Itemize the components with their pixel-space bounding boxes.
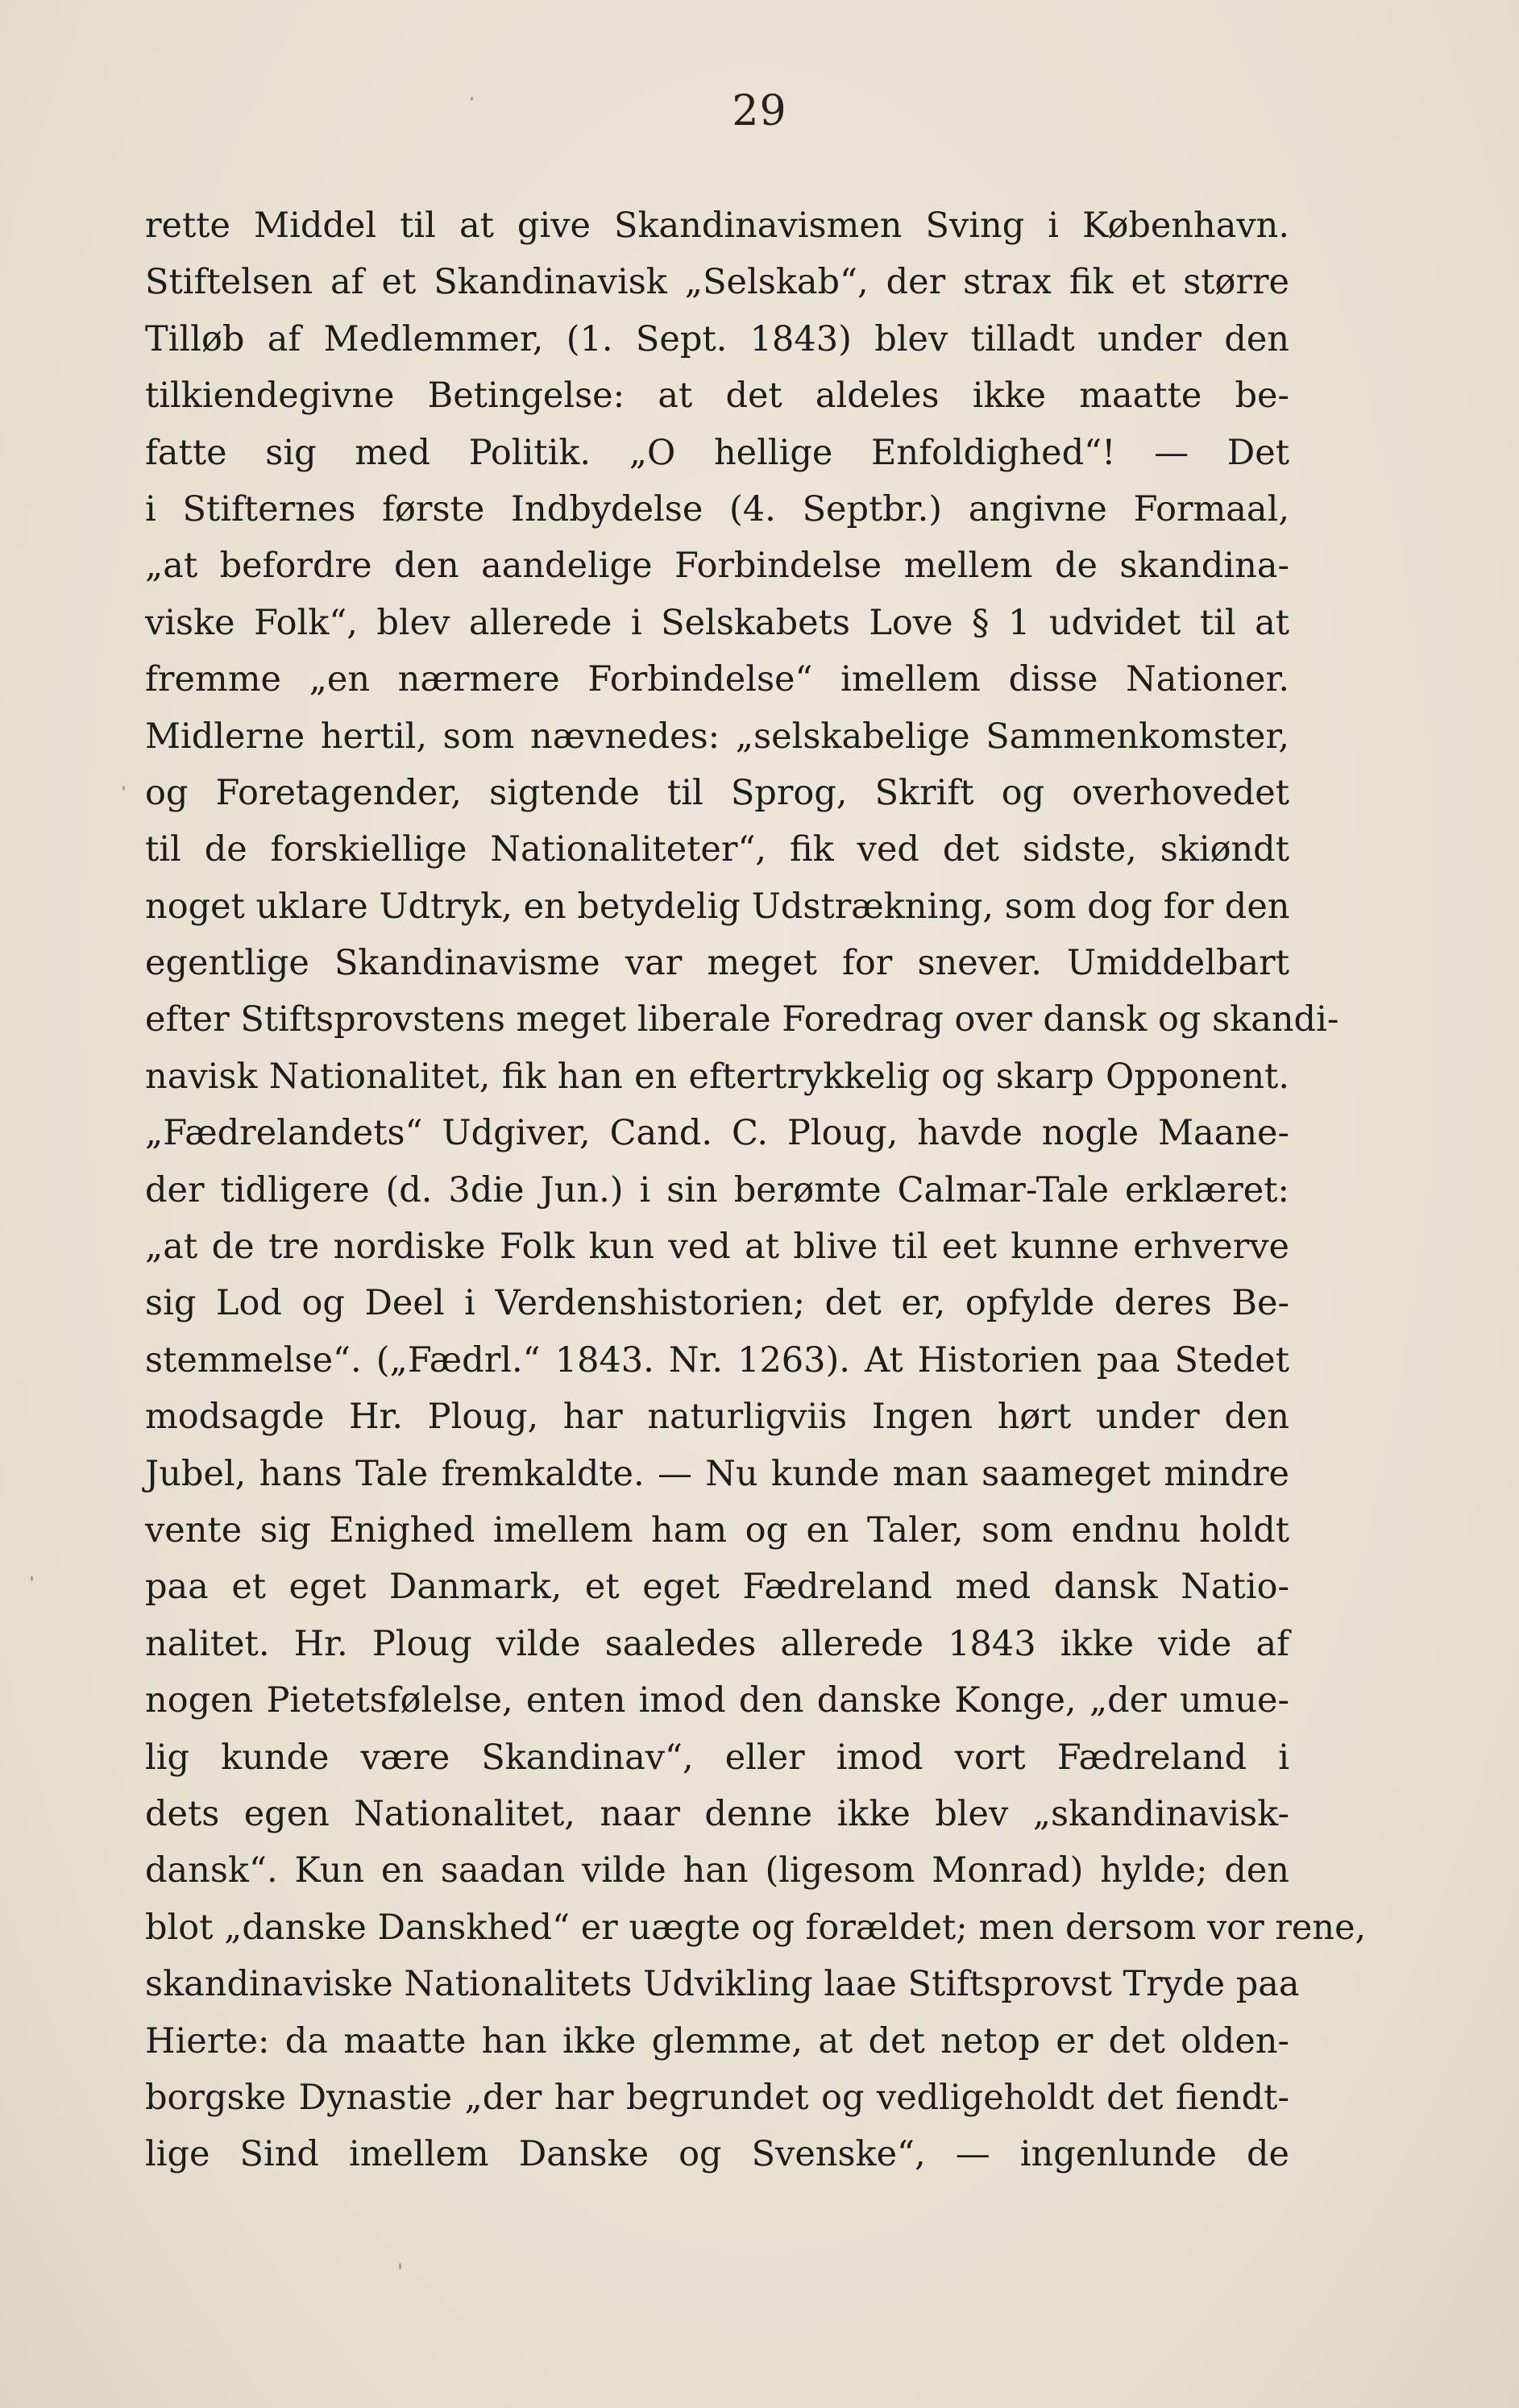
text-line: modsagde Hr. Ploug, har naturligviis Ingen hørt under den: [145, 1397, 1289, 1438]
text-line: dets egen Nationalitet, naar denne ikke blev „skandinavisk-: [145, 1793, 1289, 1834]
text-line: fremme „en nærmere Forbindelse“ imellem disse Nationer.: [145, 659, 1289, 700]
text-line: stemmelse“. („Fædrl.“ 1843. Nr. 1263). At Historien paa Stedet: [145, 1339, 1289, 1380]
text-line: i Stifternes første Indbydelse (4. Septbr.) angivne Formaal,: [145, 488, 1289, 529]
text-line: borgske Dynastie „der har begrundet og vedligeholdt det fiendt-: [145, 2077, 1289, 2118]
text-line: lig kunde være Skandinav“, eller imod vort Fædreland i: [145, 1737, 1289, 1778]
text-line: noget uklare Udtryk, en betydelig Udstrækning, som dog for den: [145, 886, 1290, 927]
text-line: vente sig Enighed imellem ham og en Taler, som endnu holdt: [145, 1509, 1289, 1551]
paper-speck: [122, 786, 125, 791]
paper-speck: [471, 97, 473, 101]
body-text: [145, 197, 1367, 2183]
text-line: til de forskiellige Nationaliteter“, fik ved det sidste, skiøndt: [145, 829, 1289, 870]
text-line: Hierte: da maatte han ikke glemme, at det netop er det olden-: [145, 2020, 1289, 2061]
text-line: „at de tre nordiske Folk kun ved at blive til eet kunne erhverve: [145, 1227, 1289, 1268]
text-line: og Foretagender, sigtende til Sprog, Skrift og overhovedet: [145, 772, 1289, 813]
page-number: 29: [732, 87, 787, 135]
text-line: navisk Nationalitet, fik han en eftertrykkelig og skarp Opponent.: [145, 1056, 1289, 1097]
text-line: viske Folk“, blev allerede i Selskabets Love § 1 udvidet til at: [145, 602, 1289, 643]
text-line: Midlerne hertil, som nævnedes: „selskabelige Sammenkomster,: [145, 716, 1289, 757]
text-line: nalitet. Hr. Ploug vilde saaledes allerede 1843 ikke vide af: [145, 1623, 1289, 1664]
paper-speck: [31, 1576, 33, 1581]
text-line: tilkiendegivne Betingelse: at det aldeles ikke maatte be-: [145, 376, 1289, 417]
text-line: dansk“. Kun en saadan vilde han (ligesom Monrad) hylde; den: [145, 1850, 1289, 1891]
text-line: efter Stiftsprovstens meget liberale Foredrag over dansk og skandi-: [145, 999, 1339, 1040]
text-line: lige Sind imellem Danske og Svenske“, — ingenlunde de: [145, 2134, 1289, 2175]
text-line: Stiftelsen af et Skandinavisk „Selskab“, der strax fik et større: [145, 262, 1289, 303]
text-line: rette Middel til at give Skandinavismen Sving i København.: [145, 206, 1289, 246]
text-line: der tidligere (d. 3die Jun.) i sin berømte Calmar-Tale erklæret:: [145, 1169, 1289, 1210]
text-line: „at befordre den aandelige Forbindelse mellem de skandina-: [145, 546, 1289, 587]
text-line: skandinaviske Nationalitets Udvikling laae Stiftsprovst Tryde paa: [145, 1964, 1300, 2005]
text-line: „Fædrelandets“ Udgiver, Cand. C. Ploug, havde nogle Maane-: [145, 1113, 1289, 1154]
text-line: paa et eget Danmark, et eget Fædreland med dansk Natio-: [145, 1567, 1289, 1608]
text-line: Tilløb af Medlemmer, (1. Sept. 1843) blev tilladt under den: [145, 318, 1289, 359]
text-line: egentlige Skandinavisme var meget for snever. Umiddelbart: [145, 943, 1289, 984]
text-line: blot „danske Danskhed“ er uægte og forældet; men dersom vor rene,: [145, 1907, 1367, 1948]
text-line: Jubel, hans Tale fremkaldte. — Nu kunde man saameget mindre: [145, 1453, 1289, 1494]
text-line: fatte sig med Politik. „O hellige Enfoldighed“! — Det: [145, 432, 1289, 473]
text-line: nogen Pietetsfølelse, enten imod den danske Konge, „der umue-: [145, 1680, 1289, 1721]
paper-speck: [399, 2263, 401, 2269]
text-line: sig Lod og Deel i Verdenshistorien; det er, opfylde deres Be-: [145, 1283, 1289, 1324]
